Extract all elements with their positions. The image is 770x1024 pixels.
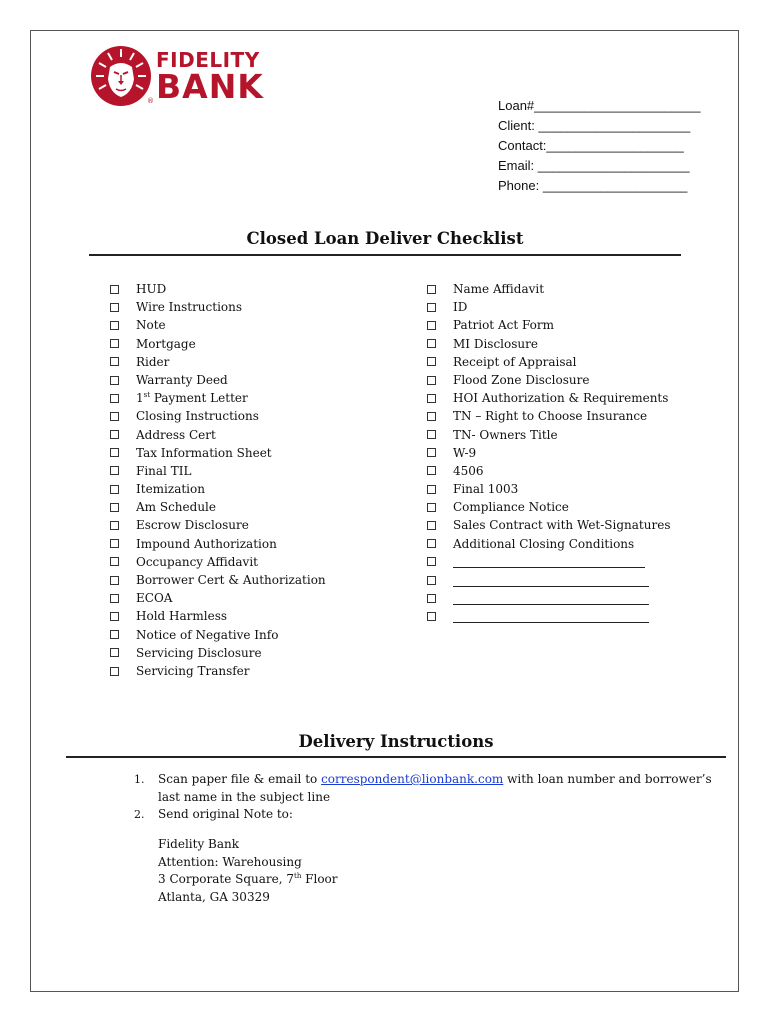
checkbox[interactable] bbox=[110, 303, 119, 312]
checklist-item-label: Patriot Act Form bbox=[453, 318, 554, 333]
checklist-blank-item[interactable] bbox=[427, 553, 670, 571]
checklist-item[interactable] bbox=[110, 298, 326, 316]
address-line: Attention: Warehousing bbox=[158, 854, 302, 869]
step-number: 2. bbox=[134, 808, 145, 821]
logo-word-bank: BANK bbox=[156, 67, 264, 106]
delivery-title: Delivery Instructions bbox=[298, 732, 494, 751]
checkbox[interactable] bbox=[110, 285, 119, 294]
checklist-item[interactable] bbox=[427, 480, 670, 498]
checklist-item[interactable] bbox=[110, 516, 326, 534]
logo-word-fidelity: FIDELITY bbox=[156, 48, 260, 72]
checklist-item-label: TN – Right to Choose Insurance bbox=[453, 409, 648, 424]
checkbox[interactable] bbox=[427, 557, 436, 566]
checkbox[interactable] bbox=[427, 303, 436, 312]
delivery-step-1 bbox=[134, 771, 724, 806]
checklist-item-label: Name Affidavit bbox=[453, 282, 545, 296]
checklist-item[interactable] bbox=[427, 316, 670, 334]
checklist-item[interactable] bbox=[427, 298, 670, 316]
checklist-item[interactable] bbox=[110, 480, 326, 498]
checklist-item-label: Escrow Disclosure bbox=[136, 518, 249, 533]
checklist-item-label: Am Schedule bbox=[136, 500, 216, 515]
checklist-item-label: Wire Instructions bbox=[136, 300, 243, 315]
checklist-item-label: Final TIL bbox=[136, 463, 192, 478]
checklist-item-label: Closing Instructions bbox=[136, 409, 259, 424]
checklist-item[interactable] bbox=[427, 535, 670, 553]
checklist-item-label: Servicing Transfer bbox=[136, 663, 250, 678]
checklist-item[interactable] bbox=[427, 516, 670, 534]
checklist-item-label: Tax Information Sheet bbox=[136, 445, 272, 460]
checklist-item[interactable] bbox=[110, 571, 326, 589]
checklist-item[interactable] bbox=[110, 535, 326, 553]
checklist-item[interactable] bbox=[427, 280, 670, 298]
delivery-step-2 bbox=[134, 806, 724, 824]
contact-field[interactable]: Contact:___________________ bbox=[498, 138, 684, 153]
checklist-item-label: ID bbox=[453, 300, 468, 315]
checkbox[interactable] bbox=[110, 630, 119, 639]
checklist-item-label: ECOA bbox=[136, 591, 173, 606]
correspondent-email-link[interactable]: correspondent@lionbank.com bbox=[321, 772, 504, 786]
checklist-item-label: W-9 bbox=[453, 445, 477, 460]
checklist-item[interactable] bbox=[427, 389, 670, 407]
checkbox[interactable] bbox=[427, 357, 436, 366]
checkbox[interactable] bbox=[427, 394, 436, 403]
checkbox[interactable] bbox=[427, 521, 436, 530]
checklist-item-label: Receipt of Appraisal bbox=[453, 354, 577, 369]
checklist-divider bbox=[89, 254, 681, 256]
loan-number-field[interactable]: Loan#_______________________ bbox=[498, 98, 701, 113]
checkbox[interactable] bbox=[427, 612, 436, 621]
checklist-item[interactable] bbox=[110, 371, 326, 389]
checkbox[interactable] bbox=[110, 503, 119, 512]
checklist-left-column bbox=[110, 280, 326, 680]
checklist-item[interactable] bbox=[110, 553, 326, 571]
checkbox[interactable] bbox=[110, 412, 119, 421]
checkbox[interactable] bbox=[110, 521, 119, 530]
checkbox[interactable] bbox=[110, 339, 119, 348]
checklist-item-label: Notice of Negative Info bbox=[136, 627, 279, 642]
checklist-item[interactable] bbox=[110, 626, 326, 644]
checkbox[interactable] bbox=[427, 576, 436, 585]
checklist-item[interactable] bbox=[427, 371, 670, 389]
checkbox[interactable] bbox=[110, 485, 119, 494]
checklist-item-label: Servicing Disclosure bbox=[136, 645, 262, 660]
checklist-item[interactable] bbox=[110, 426, 326, 444]
checklist-item[interactable] bbox=[110, 462, 326, 480]
checkbox[interactable] bbox=[110, 357, 119, 366]
checklist-item[interactable] bbox=[427, 498, 670, 516]
checklist-item-label: HUD bbox=[136, 282, 167, 296]
checkbox[interactable] bbox=[427, 285, 436, 294]
checklist-item[interactable] bbox=[110, 280, 326, 298]
checklist-item-label: Compliance Notice bbox=[453, 500, 569, 515]
checklist-item-label: Mortgage bbox=[136, 336, 196, 351]
step-text: Scan paper file & email to correspondent@lionbank.com with loan number and borrower’s last name in the subject line bbox=[158, 772, 712, 804]
checklist-item[interactable] bbox=[110, 335, 326, 353]
checkbox[interactable] bbox=[110, 539, 119, 548]
blank-fill-line[interactable] bbox=[453, 557, 645, 568]
checklist-item[interactable] bbox=[110, 662, 326, 680]
checklist-item[interactable] bbox=[110, 498, 326, 516]
checklist-item-label: Hold Harmless bbox=[136, 609, 228, 624]
step-text: Send original Note to: bbox=[158, 807, 293, 821]
checklist-item[interactable] bbox=[427, 335, 670, 353]
checklist-right-column bbox=[427, 280, 670, 626]
checkbox[interactable] bbox=[110, 430, 119, 439]
checklist-item-label: Sales Contract with Wet-Signatures bbox=[453, 518, 671, 533]
checkbox[interactable] bbox=[427, 376, 436, 385]
checklist-title: Closed Loan Deliver Checklist bbox=[246, 229, 524, 248]
lion-head-icon bbox=[90, 45, 152, 107]
checkbox[interactable] bbox=[110, 667, 119, 676]
checklist-item-label: Note bbox=[136, 318, 166, 333]
step-number: 1. bbox=[134, 773, 145, 786]
mailing-address bbox=[158, 836, 338, 906]
client-field[interactable]: Client: _____________________ bbox=[498, 118, 691, 133]
checkbox[interactable] bbox=[110, 612, 119, 621]
checklist-item-label: TN- Owners Title bbox=[453, 427, 558, 442]
checklist-blank-item[interactable] bbox=[427, 571, 670, 589]
delivery-divider bbox=[66, 756, 726, 758]
blank-fill-line[interactable] bbox=[453, 576, 649, 587]
checkbox[interactable] bbox=[110, 648, 119, 657]
checklist-item-label: Flood Zone Disclosure bbox=[453, 372, 590, 387]
checklist-item-label: Warranty Deed bbox=[136, 372, 228, 387]
blank-fill-line[interactable] bbox=[453, 594, 649, 605]
checklist-item[interactable] bbox=[110, 644, 326, 662]
checklist-item[interactable] bbox=[110, 444, 326, 462]
checklist-item[interactable] bbox=[427, 407, 670, 425]
checklist-item[interactable] bbox=[110, 589, 326, 607]
checkbox[interactable] bbox=[427, 539, 436, 548]
checklist-item-label: Impound Authorization bbox=[136, 536, 277, 551]
checklist-item-label: 4506 bbox=[453, 463, 484, 478]
checklist-item-label: Itemization bbox=[136, 482, 205, 497]
checkbox[interactable] bbox=[427, 448, 436, 457]
checklist-item[interactable] bbox=[110, 407, 326, 425]
checkbox[interactable] bbox=[110, 466, 119, 475]
checkbox[interactable] bbox=[110, 321, 119, 330]
checklist-item[interactable] bbox=[427, 353, 670, 371]
checklist-item-label: 1st Payment Letter bbox=[136, 391, 248, 406]
checklist-item[interactable] bbox=[110, 316, 326, 334]
phone-field[interactable]: Phone: ____________________ bbox=[498, 178, 688, 193]
contact-info-block bbox=[498, 96, 700, 196]
checkbox[interactable] bbox=[427, 412, 436, 421]
checkbox[interactable] bbox=[110, 594, 119, 603]
address-line: Fidelity Bank bbox=[158, 837, 240, 851]
checklist-item-label: Final 1003 bbox=[453, 482, 519, 497]
checkbox[interactable] bbox=[427, 485, 436, 494]
checklist-item[interactable] bbox=[427, 462, 670, 480]
checkbox[interactable] bbox=[427, 503, 436, 512]
checklist-item-label: HOI Authorization & Requirements bbox=[453, 391, 669, 406]
checkbox[interactable] bbox=[427, 466, 436, 475]
checklist-item-label: Occupancy Affidavit bbox=[136, 554, 258, 569]
checklist-item[interactable] bbox=[427, 444, 670, 462]
checklist-item-label: Borrower Cert & Authorization bbox=[136, 573, 326, 587]
checklist-blank-item[interactable] bbox=[427, 589, 670, 607]
checklist-item[interactable] bbox=[110, 389, 326, 407]
checklist-item[interactable] bbox=[110, 607, 326, 625]
checkbox[interactable] bbox=[110, 394, 119, 403]
email-field[interactable]: Email: _____________________ bbox=[498, 158, 690, 173]
checkbox[interactable] bbox=[110, 557, 119, 566]
checkbox[interactable] bbox=[427, 594, 436, 603]
fidelity-bank-logo bbox=[90, 45, 265, 110]
checkbox[interactable] bbox=[110, 576, 119, 585]
address-line: 3 Corporate Square, 7th Floor bbox=[158, 872, 338, 886]
checklist-item-label: Rider bbox=[136, 354, 170, 369]
checklist-item-label: Additional Closing Conditions bbox=[453, 536, 635, 551]
blank-fill-line[interactable] bbox=[453, 612, 649, 623]
checklist-item-label: MI Disclosure bbox=[453, 336, 538, 351]
checkbox[interactable] bbox=[110, 376, 119, 385]
checkbox[interactable] bbox=[427, 321, 436, 330]
checkbox[interactable] bbox=[427, 339, 436, 348]
registered-mark: ® bbox=[147, 97, 154, 105]
checkbox[interactable] bbox=[110, 448, 119, 457]
checkbox[interactable] bbox=[427, 430, 436, 439]
checklist-blank-item[interactable] bbox=[427, 607, 670, 625]
delivery-steps bbox=[134, 771, 724, 824]
address-line: Atlanta, GA 30329 bbox=[158, 889, 270, 904]
checklist-item[interactable] bbox=[427, 426, 670, 444]
checklist-item[interactable] bbox=[110, 353, 326, 371]
checklist-item-label: Address Cert bbox=[136, 427, 216, 442]
